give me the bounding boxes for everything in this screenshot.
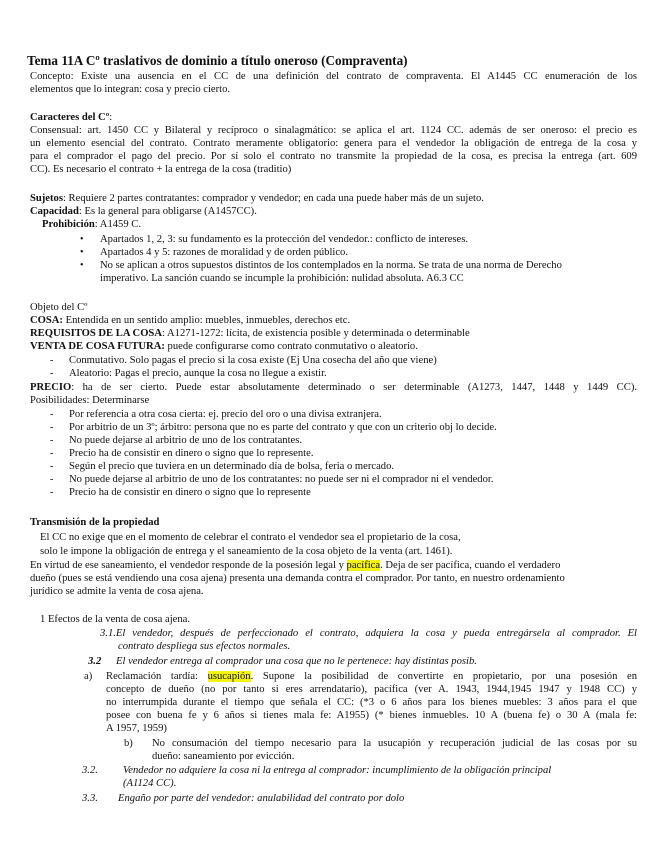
venta-futura-label: VENTA DE COSA FUTURA: — [30, 341, 165, 352]
dash-icon: - — [50, 435, 54, 446]
dash-icon: - — [50, 422, 54, 433]
precio-item-5: Según el precio que tuviera en un determinado día de bolsa, feria o mercado. — [69, 461, 395, 472]
dash-icon: - — [50, 368, 54, 379]
requisitos-label: REQUISITOS DE LA COSA — [30, 328, 162, 339]
highlight-pacifica: pacífica — [346, 560, 381, 571]
efectos-3-1-line-1: 3.1.El vendedor, después de perfeccionado el contrato, adquiera la cosa y pueda entregársela al comprador. El — [100, 628, 637, 639]
efectos-3-1-line-2: contrato despliega sus efectos normales. — [118, 641, 291, 652]
efectos-3-2b-line-1: Vendedor no adquiere la cosa ni la entrega al comprador: incumplimiento de la obligación principal — [123, 765, 552, 776]
efectos-a-line-1b: . Supone la posibilidad de convertirte en propietario, por una posesión en — [250, 671, 637, 682]
precio-item-3: No puede dejarse al arbitrio de uno de los contratantes. — [69, 435, 302, 446]
sujetos-line — [30, 192, 484, 205]
prohibicion-bullet-1: Apartados 1, 2, 3: su fundamento es la protección del vendedor.: conflicto de intereses. — [100, 234, 469, 245]
bullet-icon: • — [80, 234, 84, 245]
precio-line-1 — [30, 381, 637, 394]
objeto-heading: Objeto del Cº — [30, 302, 88, 313]
efectos-a-line-3: no interrumpida durante el tiempo que señala el CC: (*3 o 6 años para los bienes muebles: 3 años para el que — [106, 697, 637, 708]
dash-icon: - — [50, 355, 54, 366]
caracteres-line-4: CC). Es necesario el contrato + la entrega de la cosa (traditio) — [30, 164, 292, 175]
concepto-line-1: Concepto: Existe una ausencia en el CC de una definición del contrato de compraventa. El A1445 CC enumeración de los — [30, 71, 637, 82]
requisitos-text: : A1271-1272: lícita, de existencia posible y determinada o determinable — [161, 328, 470, 339]
caracteres-heading-colon: : — [109, 112, 113, 123]
precio-item-1: Por referencia a otra cosa cierta: ej. precio del oro o una divisa extranjera. — [69, 409, 382, 420]
concepto-line-2: elementos que lo integran: cosa y precio cierto. — [30, 84, 231, 95]
bullet-icon: • — [80, 260, 84, 271]
efectos-a-line-1 — [106, 670, 637, 683]
efectos-a-marker: a) — [84, 671, 93, 682]
caracteres-line-1: Consensual: art. 1450 CC y Bilateral y recíproco o sinalagmático: se aplica el art. 1124 CC. además de ser oneroso: el precio es — [30, 125, 637, 136]
efectos-b-marker: b) — [124, 738, 133, 749]
highlight-usucapion: usucapión — [207, 671, 251, 682]
transmision-line-2: solo le impone la obligación de entrega y el saneamiento de la cosa objeto de la venta (art. 1461). — [40, 546, 453, 557]
transmision-line-3a: En virtud de ese saneamiento, el vendedor responde de la posesión legal y — [30, 560, 347, 571]
efectos-a-line-1a: Reclamación tardía: — [106, 671, 208, 682]
efectos-b-line-1: No consumación del tiempo necesario para la usucapión y recuperación judicial de las cosas por su — [152, 738, 637, 749]
dash-icon: - — [50, 487, 54, 498]
cosa-line — [30, 314, 350, 327]
efectos-3-3-number: 3.3. — [82, 793, 98, 804]
sujetos-text: : Requiere 2 partes contratantes: comprador y vendedor; en cada una puede haber más de un sujeto. — [62, 193, 484, 204]
bullet-icon: • — [80, 247, 84, 258]
capacidad-line — [30, 205, 257, 218]
sujetos-label: Sujetos — [30, 193, 63, 204]
precio-label: PRECIO — [30, 382, 72, 393]
efectos-3-3-text: Engaño por parte del vendedor: anulabilidad del contrato por dolo — [118, 793, 405, 804]
efectos-b-line-2: dueño: saneamiento por evicción. — [152, 751, 295, 762]
efectos-3-2-text: El vendedor entrega al comprador una cosa que no le pertenece: hay distintas posib. — [116, 656, 477, 667]
prohibicion-label: Prohibición — [42, 219, 95, 230]
caracteres-line-3: para el comprador el pago del precio. Por sí solo el contrato no transmite la propiedad de la cosa, es precisa la entrega (art. 609 — [30, 151, 637, 162]
prohibicion-text: : A1459 C. — [94, 219, 142, 230]
transmision-line-4: dueño (pues se está vendiendo una cosa ajena) presenta una demanda contra el comprador. Por tanto, en nuestro ordenamiento — [30, 573, 565, 584]
capacidad-label: Capacidad — [30, 206, 79, 217]
efectos-a-line-4: posee con buena fe y 6 años si tienes mala fe: A1955) (* bienes inmuebles. 10 A (buena fe) o 30 A (mala fe: — [106, 710, 637, 721]
precio-item-6: No puede dejarse al arbitrio de uno de los contratantes: no puede ser ni el comprador ni el vendedor. — [69, 474, 494, 485]
prohibicion-bullet-3: No se aplican a otros supuestos distintos de los contemplados en la norma. Se trata de una norma de Derecho — [100, 260, 562, 271]
venta-futura-text: puede configurarse como contrato conmutativo o aleatorio. — [164, 341, 418, 352]
venta-futura-item-1: Conmutativo. Solo pagas el precio si la cosa existe (Ej Una cosecha del año que viene) — [69, 355, 437, 366]
prohibicion-line — [42, 218, 141, 231]
transmision-line-5: jurídico se admite la venta de cosa ajena. — [30, 586, 204, 597]
transmision-line-3b: . Deja de ser pacífica, cuando el verdadero — [380, 560, 561, 571]
precio-item-7: Precio ha de consistir en dinero o signo que lo represente — [69, 487, 311, 498]
venta-futura-item-2: Aleatorio: Pagas el precio, aunque la cosa no llegue a existir. — [69, 368, 327, 379]
cosa-label: COSA: — [30, 315, 63, 326]
requisitos-line — [30, 327, 470, 340]
page-title: Tema 11A Cº traslativos de dominio a título oneroso (Compraventa) — [27, 53, 408, 68]
caracteres-heading-label: Caracteres del Cº — [30, 112, 110, 123]
precio-line-2: Posibilidades: Determinarse — [30, 395, 150, 406]
prohibicion-bullet-2: Apartados 4 y 5: razones de moralidad y de orden público. — [100, 247, 348, 258]
transmision-line-1: El CC no exige que en el momento de celebrar el contrato el vendedor sea el propietario de la cosa, — [40, 532, 461, 543]
venta-futura-line — [30, 340, 418, 353]
efectos-a-line-5: A 1957, 1959) — [106, 723, 167, 734]
caracteres-heading — [30, 111, 112, 124]
efectos-3-2-number: 3.2 — [88, 656, 102, 667]
transmision-line-3 — [30, 559, 560, 572]
cosa-text: Entendida en un sentido amplio: muebles, inmuebles, derechos etc. — [62, 315, 351, 326]
capacidad-text: : Es la general para obligarse (A1457CC). — [78, 206, 257, 217]
precio-item-2: Por arbitrio de un 3º; árbitro: persona que no es parte del contrato y que con un criterio obj lo decide. — [69, 422, 497, 433]
dash-icon: - — [50, 448, 54, 459]
caracteres-line-2: un elemento esencial del contrato. Contrato meramente obligatorio: genera para el vendedor la obligación de entrega de la cosa y — [30, 138, 637, 149]
efectos-3-2b-line-2: (A1124 CC). — [123, 778, 177, 789]
efectos-3-2b-number: 3.2. — [82, 765, 98, 776]
efectos-a-line-2: concepto de dueño (no por tanto si eres arrendatario), pacífica (ver A. 1943, 1944,1945 1947 y 1948 CC) y — [106, 684, 637, 695]
prohibicion-bullet-3-cont: imperativo. La sanción cuando se incumple la prohibición: nulidad absoluta. A6.3 CC — [100, 273, 464, 284]
efectos-heading: 1 Efectos de la venta de cosa ajena. — [40, 614, 191, 625]
dash-icon: - — [50, 461, 54, 472]
precio-text: : ha de ser cierto. Puede estar absolutamente determinado o ser determinable (A1273, 1447, 1448 y 1449 CC). — [71, 382, 637, 393]
transmision-heading: Transmisión de la propiedad — [30, 517, 160, 528]
precio-item-4: Precio ha de consistir en dinero o signo que lo represente. — [69, 448, 314, 459]
dash-icon: - — [50, 474, 54, 485]
dash-icon: - — [50, 409, 54, 420]
